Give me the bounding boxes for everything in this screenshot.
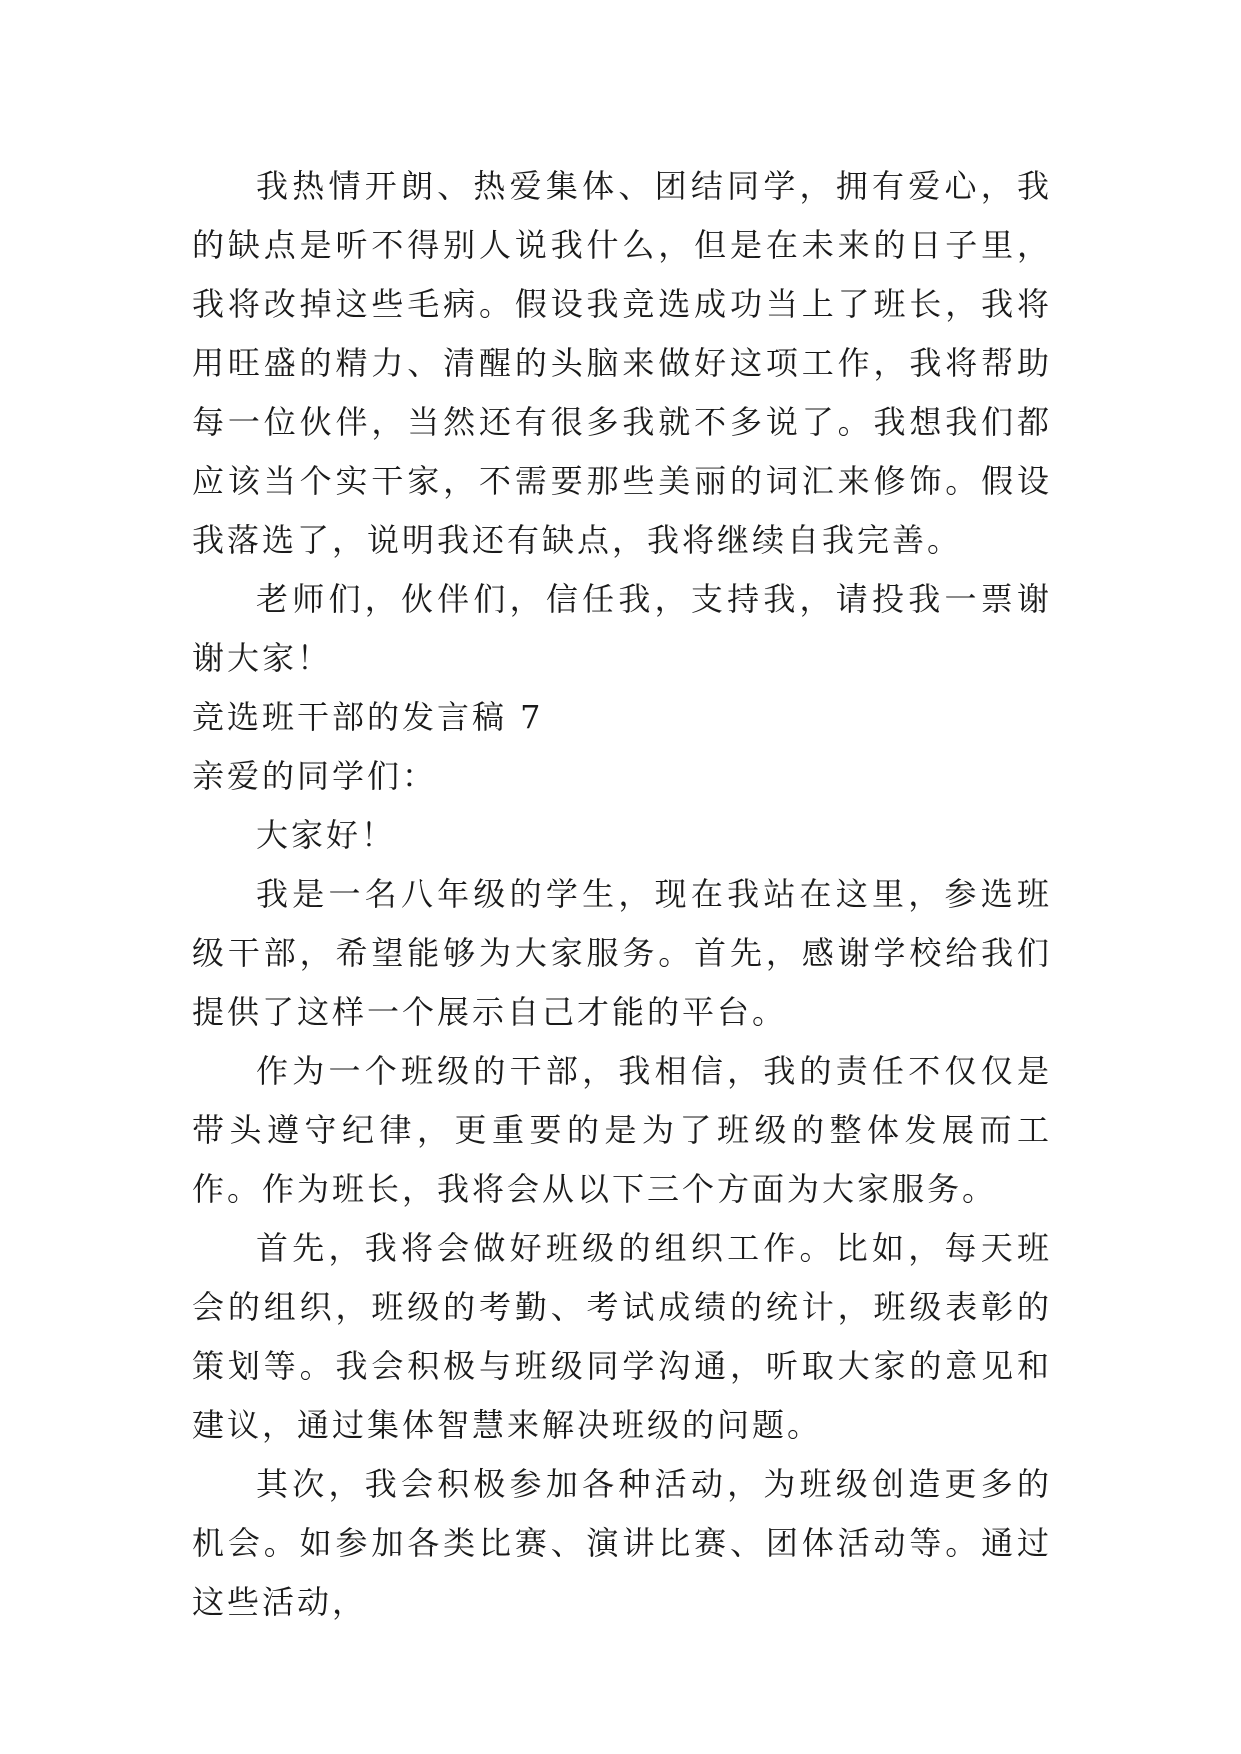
greeting: 大家好！	[256, 816, 397, 854]
paragraph: 首先，我将会做好班级的组织工作。比如，每天班会的组织，班级的考勤、考试成绩的统计，班级表彰的策划等。我会积极与班级同学沟通，听取大家的意见和建议，通过集体智慧来解决班级的问题。	[192, 1229, 1052, 1444]
salutation: 亲爱的同学们：	[192, 757, 438, 795]
paragraph: 作为一个班级的干部，我相信，我的责任不仅仅是带头遵守纪律，更重要的是为了班级的整体发展而工作。作为班长，我将会从以下三个方面为大家服务。	[192, 1052, 1052, 1208]
paragraph: 其次，我会积极参加各种活动，为班级创造更多的机会。如参加各类比赛、演讲比赛、团体活动等。通过这些活动，	[192, 1465, 1052, 1621]
document-body	[192, 157, 1052, 1632]
section-heading: 竞选班干部的发言稿 7	[192, 698, 544, 736]
paragraph: 老师们，伙伴们，信任我，支持我，请投我一票谢谢大家！	[192, 580, 1052, 677]
paragraph: 我是一名八年级的学生，现在我站在这里，参选班级干部，希望能够为大家服务。首先，感谢学校给我们提供了这样一个展示自己才能的平台。	[192, 875, 1052, 1031]
paragraph: 我热情开朗、热爱集体、团结同学，拥有爱心，我的缺点是听不得别人说我什么，但是在未来的日子里，我将改掉这些毛病。假设我竞选成功当上了班长，我将用旺盛的精力、清醒的头脑来做好这项工作，我将帮助每一位伙伴，当然还有很多我就不多说了。我想我们都应该当个实干家，不需要那些美丽的词汇来修饰。假设我落选了，说明我还有缺点，我将继续自我完善。	[192, 167, 1052, 559]
